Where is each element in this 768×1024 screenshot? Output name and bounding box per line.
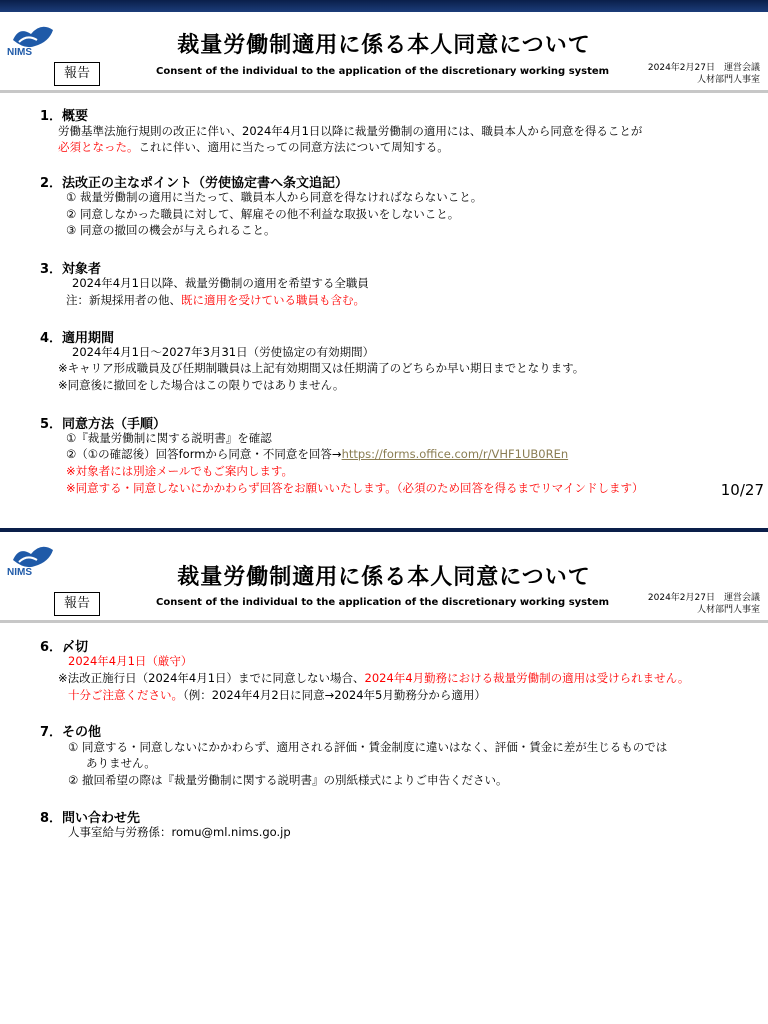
meeting-date: 2024年2月27日 運営会議: [647, 63, 760, 73]
text-line: 必須となった。これに伴い、適用に当たっての同意方法について周知する。: [58, 140, 449, 154]
meeting-date: 2024年2月27日 運営会議: [647, 593, 760, 603]
section-heading: 7．その他: [40, 725, 102, 740]
highlight-text: ※対象者には別途メールでもご案内します。: [66, 464, 293, 478]
highlight-text: 2024年4月1日（厳守）: [68, 654, 193, 668]
section-heading: 3．対象者: [40, 262, 102, 277]
list-item: ① 同意する・同意しないにかかわらず、適用される評価・賃金制度に違いはなく、評価・賃金に差が生じるものでは: [68, 740, 668, 754]
list-item: ② 同意しなかった職員に対して、解雇その他不利益な取扱いをしないこと。: [66, 207, 460, 221]
text-line: [66, 480, 644, 496]
highlight-text: 十分ご注意ください。: [68, 688, 183, 702]
text-line: ※同意後に撤回をした場合はこの限りではありません。: [58, 378, 345, 392]
department: 人材部門人事室: [696, 605, 760, 615]
text-line: [66, 463, 293, 479]
meeting-meta: [648, 62, 760, 86]
department: 人材部門人事室: [696, 75, 760, 85]
highlight-text: 既に適用を受けている職員も含む。: [181, 293, 365, 307]
logo-text: NIMS: [7, 567, 32, 578]
section-heading: 6．〆切: [40, 640, 89, 655]
header-bar: [0, 0, 768, 12]
section-heading: 8．問い合わせ先: [40, 811, 141, 826]
highlight-text: 必須となった。: [58, 140, 139, 154]
list-item: ① 裁量労働制の適用に当たって、職員本人から同意を得なければならないこと。: [66, 190, 483, 204]
report-badge: 報告: [54, 592, 100, 616]
header-divider: [0, 620, 768, 623]
list-item: ③ 同意の撤回の機会が与えられること。: [66, 223, 276, 237]
page-number: 10/27: [720, 481, 764, 499]
text-line: ※キャリア形成職員及び任期制職員は上記有効期間又は任期満了のどちらか早い期日までとなります。: [58, 361, 585, 375]
text-line: 注：新規採用者の他、既に適用を受けている職員も含む。: [66, 293, 365, 307]
english-subtitle: Consent of the individual to the application of the discretionary working system: [156, 66, 610, 77]
section-heading: 5．同意方法（手順）: [40, 417, 167, 432]
section-heading: 1．概要: [40, 109, 89, 124]
page-title: 裁量労働制適用に係る本人同意について: [177, 33, 591, 58]
deadline-text: [68, 653, 192, 669]
slide-2: [0, 532, 768, 1024]
text-line: ※法改正施行日（2024年4月1日）までに同意しない場合、2024年4月勤務における裁量労働制の適用は受けられません。: [58, 671, 690, 685]
text-line: 十分ご注意ください。（例：2024年4月2日に同意→2024年5月勤務分から適用）: [68, 688, 486, 702]
list-item: ② 撤回希望の際は『裁量労働制に関する説明書』の別紙様式によりご申告ください。: [68, 773, 508, 787]
meeting-meta: [648, 592, 760, 616]
report-badge: 報告: [54, 62, 100, 86]
list-item: ②（①の確認後）回答formから同意・不同意を回答→https://forms.office.com/r/VHF1UB0REn: [66, 447, 569, 461]
text-line: 2024年4月1日～2027年3月31日（労使協定の有効期間）: [72, 345, 375, 359]
list-item: ありません。: [86, 756, 156, 770]
text-line: 2024年4月1日以降、裁量労働制の適用を希望する全職員: [72, 276, 369, 290]
text-line: 労働基準法施行規則の改正に伴い、2024年4月1日以降に裁量労働制の適用には、職員本人から同意を得ることが: [58, 124, 643, 138]
list-item: ①『裁量労働制に関する説明書』を確認: [66, 431, 272, 445]
logo-text: NIMS: [7, 47, 32, 58]
section-heading: 4．適用期間: [40, 331, 115, 346]
highlight-text: ※同意する・同意しないにかかわらず回答をお願いいたします。（必須のため回答を得るまでリマインドします）: [66, 481, 644, 495]
english-subtitle: Consent of the individual to the application of the discretionary working system: [156, 597, 610, 608]
highlight-text: 2024年4月勤務における裁量労働制の適用は受けられません。: [364, 671, 690, 685]
header-divider: [0, 90, 768, 93]
consent-form-link[interactable]: https://forms.office.com/r/VHF1UB0REn: [341, 447, 569, 461]
page-title: 裁量労働制適用に係る本人同意について: [177, 565, 591, 590]
contact-text: 人事室給与労務係：romu@ml.nims.go.jp: [68, 825, 291, 839]
section-heading: 2．法改正の主なポイント（労使協定書へ条文追記）: [40, 176, 349, 191]
